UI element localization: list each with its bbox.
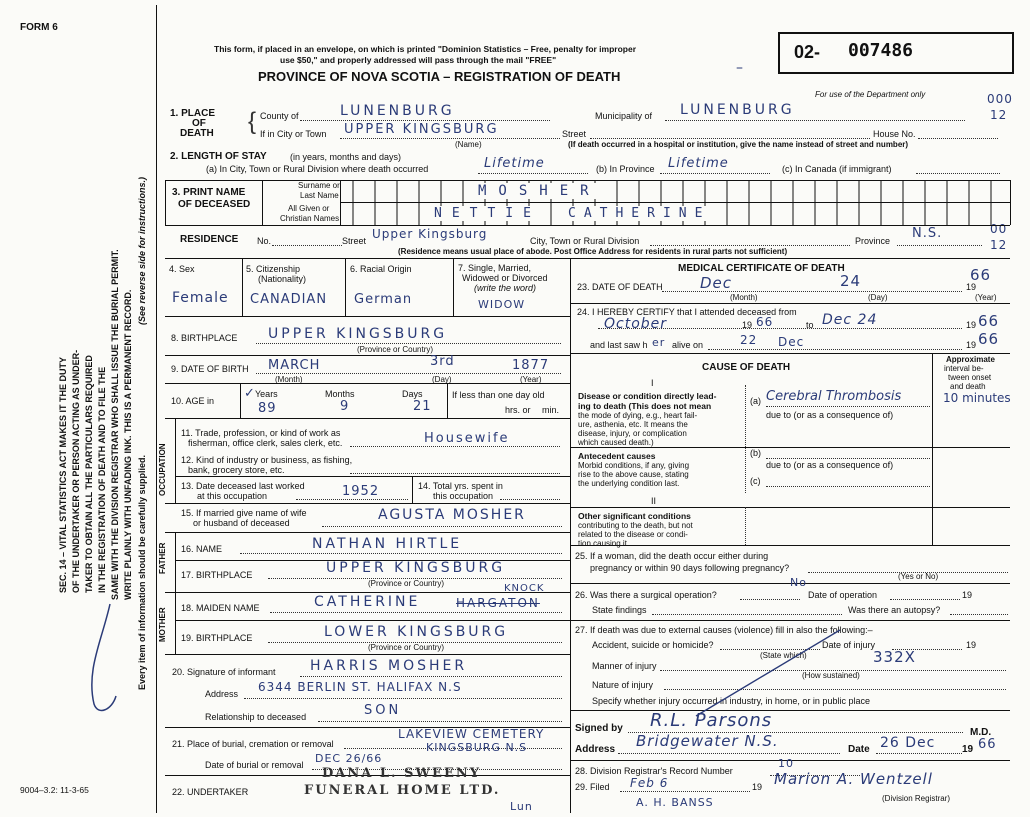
physician-date-year: 66 (978, 737, 997, 752)
margin-text-3: TAKER TO OBTAIN ALL THE PARTICULARS REQUIRED (84, 355, 94, 593)
registrar-signature: Marion A. Wentzell (774, 770, 933, 788)
dob-year: 1877 (512, 358, 550, 373)
residence-no-label: No. (257, 236, 272, 246)
department-code-3: 00 (990, 222, 1008, 236)
municipality-label: Municipality of (595, 111, 653, 121)
roman-one: I (651, 378, 654, 388)
margin-text-2: OF THE UNDERTAKER OR PERSON ACTING AS UNDER- (71, 349, 81, 593)
place-bracket: { (248, 108, 257, 135)
dob-day: 3rd (430, 354, 455, 369)
surgery-label: 26. Was there a surgical operation? (575, 590, 717, 600)
physician-address: Bridgewater N.S. (636, 732, 779, 750)
father-birthplace-sub: (Province or Country) (368, 579, 445, 588)
trade-label-1: 11. Trade, profession, or kind of work as (181, 428, 341, 438)
county-value: LUNENBURG (340, 103, 455, 119)
mail-note-1: This form, if placed in an envelope, on which is printed "Dominion Statistics – Free, penalty for improper (214, 44, 637, 54)
industry-label-1: 12. Kind of industry or business, as fishing, (181, 455, 353, 465)
name-label-1: 3. PRINT NAME (172, 187, 246, 198)
mother-maiden-value-2: KNOCK (504, 583, 545, 594)
residence-label: RESIDENCE (180, 234, 239, 245)
place-label-2: OF (192, 118, 206, 129)
citizenship-value: CANADIAN (250, 292, 328, 307)
antecedent-4: the underlying condition last. (578, 479, 680, 488)
stay-label: 2. LENGTH OF STAY (170, 151, 267, 162)
last-worked-label-1: 13. Date deceased last worked (181, 481, 305, 491)
residence-city-label: City, Town or Rural Division (530, 236, 640, 246)
margin-text-4: IN THE REGISTRATION OF DEATH AND TO FILE THE (97, 366, 107, 593)
dod-month-sub: (Month) (730, 293, 758, 302)
filed-label: 29. Filed (575, 782, 610, 792)
interval-a-value: 10 minutes (943, 391, 1011, 405)
total-years-label-2: this occupation (433, 491, 494, 501)
minutes-label: min. (542, 405, 560, 415)
county-label: County of (260, 111, 299, 121)
registrar-sub: (Division Registrar) (882, 794, 951, 803)
antecedent-3: rise to the above cause, stating (578, 470, 689, 479)
marital-label-3: (write the word) (474, 283, 537, 293)
margin-text-6: WRITE PLAINLY WITH UNFADING INK. THIS IS A PERMANENT RECORD. (123, 289, 133, 600)
mother-maiden-label: 18. MAIDEN NAME (181, 603, 260, 613)
racial-origin-label: 6. Racial Origin (350, 264, 412, 274)
direct-cause-3: the mode of dying, e.g., heart fail- (578, 411, 698, 420)
date-of-death-label: 23. DATE OF DEATH (577, 282, 663, 292)
mother-birthplace-sub: (Province or Country) (368, 643, 445, 652)
department-use-label: For use of the Department only (815, 90, 926, 99)
sex-value: Female (172, 290, 229, 306)
father-birthplace-label: 17. BIRTHPLACE (181, 570, 253, 580)
date-of-death-month: Dec (700, 274, 733, 292)
age-label: 10. AGE in (171, 396, 215, 406)
marital-label-2: Widowed or Divorced (462, 273, 548, 283)
attended-to-year: 66 (978, 312, 1000, 330)
cause-b-label: (b) (750, 448, 761, 458)
marital-value: WIDOW (478, 298, 526, 311)
form-number: FORM 6 (20, 22, 58, 33)
trade-label-2: fisherman, office clerk, sales clerk, etc. (188, 438, 343, 448)
mother-side-label: MOTHER (158, 607, 167, 642)
stay-b-label: (b) In Province (596, 164, 655, 174)
stay-sublabel: (in years, months and days) (290, 152, 402, 162)
direct-cause-2: ing to death (This does not mean (578, 401, 712, 411)
physician-date-label: Date (848, 744, 870, 755)
attended-to-label: to (806, 320, 814, 330)
birthplace-value: UPPER KINGSBURG (268, 326, 448, 342)
surname-label-2: Last Name (300, 191, 339, 200)
relationship-value: SON (364, 703, 402, 718)
registration-number: 007486 (848, 40, 914, 61)
external-label: 27. If death was due to external causes (violence) fill in also the following:– (575, 625, 873, 635)
form-title: PROVINCE OF NOVA SCOTIA – REGISTRATION OF DEATH (258, 69, 621, 84)
left-margin-rule (156, 5, 157, 813)
department-code-4: 12 (990, 238, 1008, 252)
name-sublabel: (Name) (455, 140, 482, 149)
age-days-value: 21 (413, 399, 432, 414)
record-number-value: 10 (778, 757, 794, 770)
how-sustained-sub: (How sustained) (802, 671, 860, 680)
racial-origin-value: German (354, 292, 413, 307)
date-of-death-19: 19 (966, 282, 977, 292)
birthplace-sublabel: (Province or Country) (357, 345, 434, 354)
alive-on-label: alive on (672, 340, 704, 350)
dob-label: 9. DATE OF BIRTH (171, 364, 249, 374)
date-of-death-day: 24 (840, 272, 862, 290)
attended-to-19: 19 (966, 320, 977, 330)
mother-birthplace-label: 19. BIRTHPLACE (181, 633, 253, 643)
undertaker-stamp-1: DANA L. SWEENY (322, 766, 482, 781)
physician-signature: R.L. Parsons (650, 710, 773, 731)
attended-label: 24. I HEREBY CERTIFY that I attended deceased from (577, 307, 797, 317)
pregnancy-label-2: pregnancy or within 90 days following pregnancy? (590, 563, 790, 573)
dod-day-sub: (Day) (868, 293, 888, 302)
informant-address-label: Address (205, 689, 239, 699)
mother-maiden-value-1: CATHERINE (314, 594, 421, 610)
father-name-label: 16. NAME (181, 544, 223, 554)
informant-signature: HARRIS MOSHER (310, 658, 468, 674)
registration-number-box (778, 32, 1014, 74)
strike-out-line (690, 624, 850, 720)
direct-cause-6: which caused death.) (578, 438, 654, 447)
injury-date-19: 19 (966, 640, 977, 650)
city-value: UPPER KINGSBURG (344, 122, 499, 137)
medical-heading: MEDICAL CERTIFICATE OF DEATH (678, 263, 845, 274)
margin-pen-stroke (72, 600, 132, 720)
specify-label: Specify whether injury occurred in industry, in home, or in public place (592, 696, 870, 706)
father-side-label: FATHER (158, 542, 167, 574)
dob-day-sub: (Day) (432, 375, 452, 384)
dob-month-sub: (Month) (275, 375, 303, 384)
municipality-value: LUNENBURG (680, 102, 795, 118)
filed-19: 19 (752, 782, 763, 792)
date-of-death-year: 66 (970, 266, 992, 284)
burial-place-label: 21. Place of burial, cremation or removal (172, 739, 334, 749)
street-label: Street (562, 129, 587, 139)
attended-to: Dec 24 (822, 312, 878, 328)
name-label-2: OF DECEASED (178, 199, 251, 210)
other-conditions-3: related to the disease or condi- (578, 530, 688, 539)
stay-b-value: Lifetime (668, 156, 729, 171)
autopsy-label: Was there an autopsy? (848, 605, 941, 615)
stray-mark: – (736, 60, 744, 76)
hours-label: hrs. or (505, 405, 531, 415)
department-code-1: 000 (987, 92, 1013, 106)
margin-text-1: SEC. 14 – VITAL STATISTICS ACT MAKES IT THE DUTY (58, 356, 68, 593)
age-days-label: Days (402, 389, 423, 399)
department-code-2: 12 (990, 108, 1008, 122)
spouse-label-1: 15. If married give name of wife (181, 508, 307, 518)
cause-a-value: Cerebral Thrombosis (766, 389, 902, 404)
antecedent-2: Morbid conditions, if any, giving (578, 461, 690, 470)
father-name-value: NATHAN HIRTLE (312, 536, 463, 552)
stay-c-label: (c) In Canada (if immigrant) (782, 164, 892, 174)
margin-text-8: Every item of information should be carefully supplied. (137, 454, 147, 690)
stay-a-value: Lifetime (484, 156, 545, 171)
age-months-label: Months (325, 389, 355, 399)
last-saw-year: 66 (978, 330, 1000, 348)
undertaker-label: 22. UNDERTAKER (172, 787, 249, 797)
attended-from-19: 19 (742, 320, 753, 330)
injury-date-label: Date of injury (822, 640, 876, 650)
manner-label: Manner of injury (592, 661, 657, 671)
given-label-1: All Given or (288, 204, 330, 213)
trade-value: Housewife (424, 431, 510, 446)
other-conditions-2: contributing to the death, but not (578, 521, 693, 530)
due-to-b: due to (or as a consequence of) (766, 460, 894, 470)
burial-place-1: LAKEVIEW CEMETERY (398, 727, 545, 741)
dod-year-sub: (Year) (975, 293, 997, 302)
given-name-1: NETTIE (434, 206, 541, 221)
physician-date: 26 Dec (880, 735, 936, 751)
last-saw-19: 19 (966, 340, 977, 350)
cause-heading: CAUSE OF DEATH (702, 362, 791, 373)
cause-a-label: (a) (750, 396, 761, 406)
mother-birthplace-value: LOWER KINGSBURG (324, 624, 509, 640)
other-conditions-4: tion causing it. (578, 539, 630, 548)
birthplace-label: 8. BIRTHPLACE (171, 333, 238, 343)
relationship-label: Relationship to deceased (205, 712, 307, 722)
surname-label-1: Surname or (298, 181, 340, 190)
less-than-day-label: If less than one day old (452, 390, 545, 400)
given-name-2: CATHERINE (568, 206, 711, 221)
attended-from: October (604, 316, 668, 332)
dob-month: MARCH (268, 358, 321, 373)
interval-label-2: interval be- (944, 364, 984, 373)
direct-cause-4: ure, asthenia, etc. It means the (578, 420, 688, 429)
mother-maiden-struck: HARGATON (456, 596, 540, 610)
margin-text-7: (See reverse side for instructions.) (137, 176, 147, 325)
residence-street-label: Street (342, 236, 367, 246)
direct-cause-1: Disease or condition directly lead- (578, 391, 717, 401)
md-label: M.D. (970, 727, 992, 738)
mail-note-2: use $50," and properly addressed will pass through the mail "FREE" (280, 55, 557, 65)
age-years-label: Years (255, 389, 278, 399)
spouse-label-2: or husband of deceased (193, 518, 290, 528)
place-label-3: DEATH (180, 128, 214, 139)
cause-code: 332X (873, 648, 916, 666)
given-label-2: Christian Names (280, 214, 340, 223)
direct-cause-5: disease, injury, or complication (578, 429, 687, 438)
hospital-note: (If death occurred in a hospital or institution, give the name instead of street and number) (568, 140, 909, 149)
operation-date-label: Date of operation (808, 590, 878, 600)
state-which-sub: (State which) (760, 651, 807, 660)
last-saw-her: er (652, 336, 666, 349)
attended-from-year: 66 (756, 315, 774, 329)
marital-label-1: 7. Single, Married, (458, 263, 532, 273)
last-saw-month: Dec (778, 335, 805, 349)
last-worked-label-2: at this occupation (197, 491, 268, 501)
undertaker-note: Lun (510, 800, 533, 813)
informant-address: 6344 BERLIN ST. HALIFAX N.S (258, 680, 462, 694)
citizenship-label: 5. Citizenship (246, 264, 301, 274)
residence-note: (Residence means usual place of abode. Post Office Address for residents in rural parts not sufficient) (398, 247, 788, 256)
sex-label: 4. Sex (169, 264, 195, 274)
pregnancy-label-1: 25. If a woman, did the death occur either during (575, 551, 769, 561)
operation-date-19: 19 (962, 590, 973, 600)
registrar-initials: A. H. BANSS (636, 796, 714, 809)
age-months-value: 9 (340, 399, 350, 414)
last-worked-value: 1952 (342, 484, 380, 499)
age-checkmark: ✓ (244, 386, 256, 401)
undertaker-stamp-2: FUNERAL HOME LTD. (304, 783, 501, 798)
place-label-1: 1. PLACE (170, 108, 216, 119)
dob-year-sub: (Year) (520, 375, 542, 384)
citizenship-sublabel: (Nationality) (258, 274, 307, 284)
occupation-side-label: OCCUPATION (158, 443, 167, 496)
interval-label-4: and death (950, 382, 986, 391)
burial-date: DEC 26/66 (315, 752, 383, 765)
state-findings-label: State findings (592, 605, 647, 615)
surgery-value: No (790, 576, 807, 589)
accident-label: Accident, suicide or homicide? (592, 640, 714, 650)
burial-date-label: Date of burial or removal (205, 760, 304, 770)
other-conditions-1: Other significant conditions (578, 511, 691, 521)
interval-label-1: Approximate (946, 355, 995, 364)
industry-label-2: bank, grocery store, etc. (188, 465, 285, 475)
house-number-label: House No. (873, 129, 916, 139)
last-saw-day: 22 (740, 333, 758, 347)
nature-label: Nature of injury (592, 680, 654, 690)
total-years-label-1: 14. Total yrs. spent in (418, 481, 503, 491)
father-birthplace-value: UPPER KINGSBURG (326, 560, 506, 576)
antecedent-1: Antecedent causes (578, 451, 656, 461)
residence-street-value: Upper Kingsburg (372, 227, 488, 241)
record-number-label: 28. Division Registrar's Record Number (575, 766, 733, 776)
signed-by-label: Signed by (575, 723, 623, 734)
registration-prefix: 02- (794, 42, 821, 62)
age-years-value: 89 (258, 401, 277, 416)
residence-province-label: Province (855, 236, 891, 246)
physician-date-19: 19 (962, 744, 974, 755)
informant-signature-label: 20. Signature of informant (172, 667, 276, 677)
cause-c-label: (c) (750, 476, 761, 486)
yes-no-sub: (Yes or No) (898, 572, 939, 581)
physician-address-label: Address (575, 744, 616, 755)
last-saw-label: and last saw h (590, 340, 648, 350)
surname-value: MOSHER (478, 183, 601, 199)
burial-place-2: KINGSBURG N.S (426, 741, 528, 754)
print-code: 9004–3.2: 11-3-65 (20, 785, 89, 795)
filed-value: Feb 6 (630, 776, 669, 790)
margin-text-5: SAME WITH THE DIVISION REGISTRAR WHO SHALL ISSUE THE BURIAL PERMIT. (110, 249, 120, 600)
spouse-value: AGUSTA MOSHER (378, 507, 526, 523)
city-label: If in City or Town (260, 129, 327, 139)
stay-a-label: (a) In City, Town or Rural Division where death occurred (206, 164, 429, 174)
due-to-a: due to (or as a consequence of) (766, 410, 894, 420)
residence-province-value: N.S. (912, 226, 943, 241)
interval-label-3: tween onset (948, 373, 992, 382)
roman-two: II (651, 496, 657, 506)
